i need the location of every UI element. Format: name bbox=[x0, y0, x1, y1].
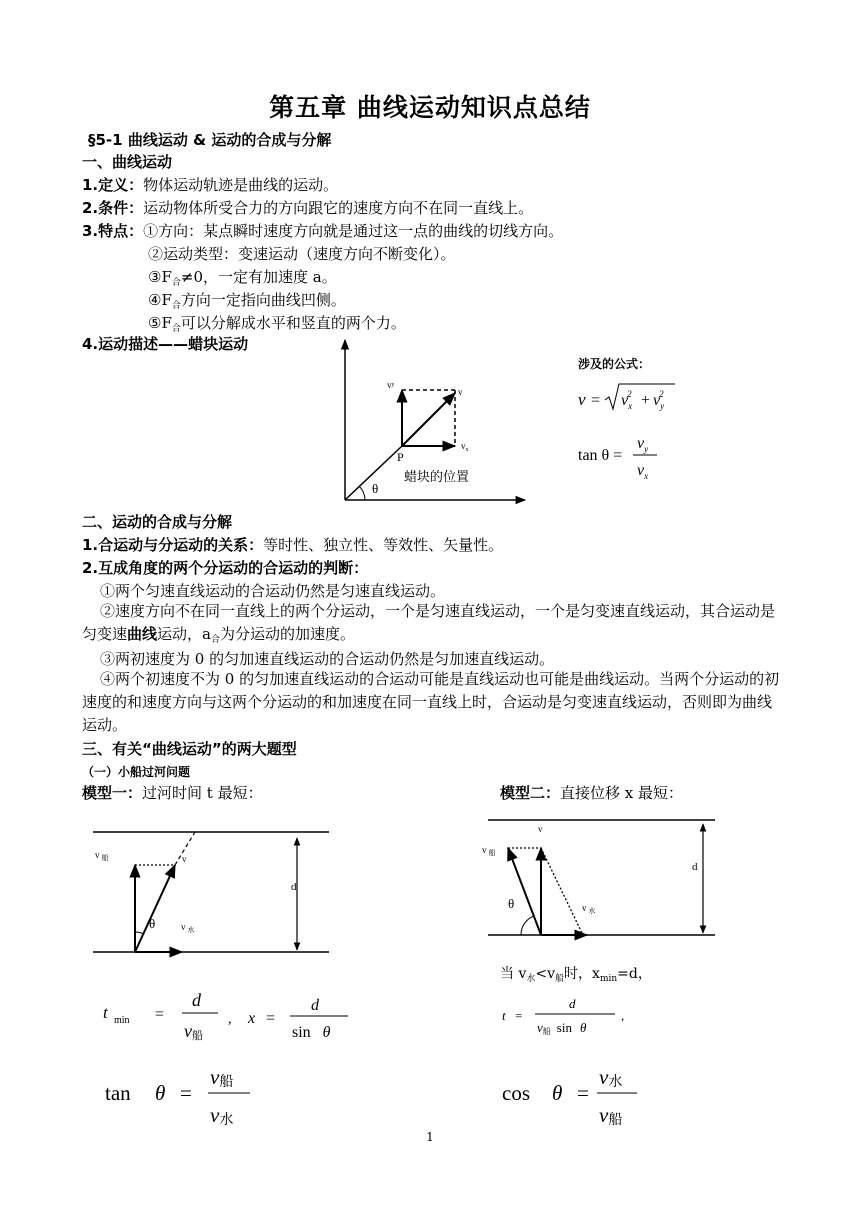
feature-1-text: ①方向：某点瞬时速度方向就是通过这一点的曲线的切线方向。 bbox=[143, 222, 564, 240]
p-label: P bbox=[397, 450, 404, 464]
cond2-sub3: min bbox=[599, 974, 618, 984]
page-number: 1 bbox=[426, 1130, 434, 1144]
page-title: 第五章 曲线运动知识点总结 bbox=[269, 93, 591, 122]
feature-4-sub: 合 bbox=[171, 301, 181, 311]
tmin-numerator: d bbox=[192, 990, 201, 1010]
v-arrow bbox=[402, 393, 455, 446]
judge-2-sub: 合 bbox=[210, 635, 220, 645]
boat-velocity-label: v $_船$ bbox=[95, 850, 109, 862]
theta-label: θ bbox=[372, 481, 379, 496]
formula-equals: = bbox=[591, 392, 601, 409]
boat-velocity-label-2: v $_船$ bbox=[482, 845, 496, 857]
model2-diagram bbox=[480, 808, 720, 943]
condition-text: 运动物体所受合力的方向跟它的速度方向不在同一直线上。 bbox=[143, 199, 534, 217]
part3-heading: 三、有关“曲线运动”的两大题型 bbox=[82, 740, 297, 758]
model2-time-formula bbox=[497, 990, 647, 1040]
t2-comma: , bbox=[621, 1008, 625, 1023]
sqrt-sign bbox=[605, 384, 675, 409]
judge-3: ③两初速度为 0 的匀加速直线运动的合运动仍然是匀加速直线运动。 bbox=[100, 650, 555, 668]
vy-label: $v^y$ bbox=[387, 380, 395, 390]
judge-2-a: ②速度方向不在同一直线上的两个分运动，一个是匀速直线运动，一个是匀变速直线运动，其合运动是匀变速 bbox=[82, 602, 776, 643]
feature-line-1 bbox=[82, 221, 563, 241]
model2-text: 直接位移 x 最短： bbox=[560, 784, 684, 802]
feature-3-a: ③F bbox=[148, 268, 172, 286]
cos-equals: = bbox=[577, 1081, 589, 1105]
x-numerator: d bbox=[311, 997, 319, 1014]
t2-equals: = bbox=[515, 1008, 523, 1023]
cos-numerator: v水 bbox=[599, 1065, 623, 1090]
theta-label-3: θ bbox=[508, 896, 515, 911]
condition-line bbox=[82, 198, 533, 218]
tan-numerator: $v_y$ bbox=[637, 435, 649, 454]
cos-word: cos bbox=[502, 1081, 530, 1105]
feature-4-a: ④F bbox=[148, 291, 172, 309]
width-label-2: d bbox=[692, 861, 698, 873]
definition-label: 1.定义： bbox=[82, 176, 144, 194]
condition-label: 2.条件： bbox=[82, 199, 144, 217]
tan-formula bbox=[575, 430, 685, 485]
water-velocity-label-2: v $_水$ bbox=[582, 903, 596, 915]
judge-2-c: 为分运动的加速度。 bbox=[220, 625, 356, 643]
plus-sign: + bbox=[641, 392, 651, 409]
cond2-c: 时，x bbox=[564, 966, 600, 982]
comma: , bbox=[228, 1012, 232, 1027]
tmin-sub: min bbox=[114, 1015, 130, 1026]
theta-arc bbox=[359, 486, 365, 500]
judge-heading: 2.互成角度的两个分运动的合运动的判断： bbox=[82, 559, 369, 577]
definition-text: 物体运动轨迹是曲线的运动。 bbox=[143, 176, 339, 194]
x-equals: = bbox=[266, 1010, 276, 1027]
feature-3-sub: 合 bbox=[171, 278, 181, 288]
cond2-sub2: 船 bbox=[555, 974, 565, 984]
part2-heading: 二、运动的合成与分解 bbox=[82, 513, 233, 531]
x-denominator: sin θ bbox=[292, 1024, 331, 1041]
vx-label: $v_x$ bbox=[461, 441, 469, 453]
resultant-arrow bbox=[135, 865, 175, 952]
tmin-t: t bbox=[103, 1003, 108, 1022]
v-label: v bbox=[458, 387, 463, 397]
judge-1: ①两个匀速直线运动的合运动仍然是匀速直线运动。 bbox=[100, 582, 446, 600]
water-velocity-label: v $_水$ bbox=[181, 922, 195, 934]
theta-arc-3 bbox=[521, 916, 534, 935]
model2-label: 模型二： bbox=[500, 784, 561, 802]
boat-subheading: （一）小船过河问题 bbox=[82, 765, 191, 779]
relation-label: 1.合运动与分运动的关系： bbox=[82, 536, 264, 554]
cond2-d: =d， bbox=[617, 966, 652, 982]
tan-theta: θ bbox=[155, 1081, 166, 1105]
resultant-label-2: v bbox=[538, 824, 543, 834]
tan2-denominator: v水 bbox=[210, 1103, 234, 1128]
model1-tan-formula bbox=[100, 1060, 270, 1130]
model1-line bbox=[82, 783, 263, 803]
boat-velocity-arrow-2 bbox=[508, 848, 541, 935]
tan2-numerator: v船 bbox=[210, 1065, 234, 1090]
tan-equals-2: = bbox=[180, 1081, 192, 1105]
cos-denominator: v船 bbox=[599, 1103, 623, 1128]
feature-label: 3.特点： bbox=[82, 222, 144, 240]
formula-label: 涉及的公式： bbox=[578, 357, 651, 371]
t2-var: t bbox=[502, 1008, 506, 1023]
judge-2-bold: 曲线 bbox=[127, 625, 158, 643]
model1-diagram bbox=[85, 820, 335, 965]
judge-2 bbox=[82, 600, 782, 652]
feature-5-b: 可以分解成水平和竖直的两个力。 bbox=[180, 314, 406, 332]
feature-3-b: ≠0，一定有加速度 a。 bbox=[180, 268, 337, 286]
model2-condition bbox=[500, 964, 652, 989]
tan-lhs: tan θ = bbox=[578, 447, 623, 464]
tan-word: tan bbox=[105, 1081, 131, 1105]
dotted-diagonal-2 bbox=[541, 848, 582, 933]
model2-cos-formula bbox=[497, 1060, 667, 1130]
x-var: x bbox=[248, 1010, 256, 1027]
t2-denominator: v船 sin θ bbox=[537, 1020, 587, 1036]
cond2-a: 当 v bbox=[500, 966, 527, 982]
vy-squared: $v_y2$ bbox=[653, 389, 665, 411]
resultant-label: v bbox=[182, 854, 187, 864]
feature-4-b: 方向一定指向曲线凹侧。 bbox=[180, 291, 346, 309]
position-caption: 蜡块的位置 bbox=[404, 469, 470, 484]
tmin-equals: = bbox=[155, 1006, 165, 1023]
feature-5-a: ⑤F bbox=[148, 314, 172, 332]
model2-line bbox=[500, 783, 683, 803]
feature-5-sub: 合 bbox=[171, 324, 181, 334]
tmin-denominator: v船 bbox=[184, 1021, 203, 1042]
judge-2-b: 运动，a bbox=[157, 625, 211, 643]
wax-block-diagram bbox=[330, 335, 540, 510]
model1-label: 模型一： bbox=[82, 784, 143, 802]
judge-4: ④两个初速度不为 0 的匀加速直线运动的合运动可能是直线运动也可能是曲线运动。当两个分运动的初速度的和速度方向与这两个分运动的和加速度在同一直线上时，合运动是匀变速直线运动，否则即为曲线运动。 bbox=[82, 670, 780, 734]
width-label: d bbox=[291, 881, 297, 893]
part1-heading: 一、曲线运动 bbox=[82, 153, 173, 171]
vx-squared: $v_x2$ bbox=[621, 389, 633, 411]
cond2-sub1: 水 bbox=[526, 974, 536, 984]
formula-v-lhs: v bbox=[578, 390, 586, 409]
relation-line bbox=[82, 535, 503, 555]
motion-description-heading: 4.运动描述——蜡块运动 bbox=[82, 335, 249, 353]
tan-denominator: $v_x$ bbox=[637, 462, 649, 481]
theta-label-2: θ bbox=[149, 916, 156, 931]
cos-theta: θ bbox=[552, 1081, 563, 1105]
section-heading: §5-1 曲线运动 & 运动的合成与分解 bbox=[88, 131, 332, 149]
theta-arc-2 bbox=[135, 932, 144, 934]
speed-formula bbox=[575, 378, 685, 418]
definition-line bbox=[82, 175, 338, 195]
feature-2-text: ②运动类型：变速运动（速度方向不断变化）。 bbox=[148, 245, 456, 263]
relation-text: 等时性、独立性、等效性、矢量性。 bbox=[263, 536, 504, 554]
model1-time-formula bbox=[100, 985, 360, 1045]
t2-numerator: d bbox=[569, 996, 576, 1011]
model1-text: 过河时间 t 最短： bbox=[142, 784, 263, 802]
cond2-b: <v bbox=[535, 966, 556, 982]
